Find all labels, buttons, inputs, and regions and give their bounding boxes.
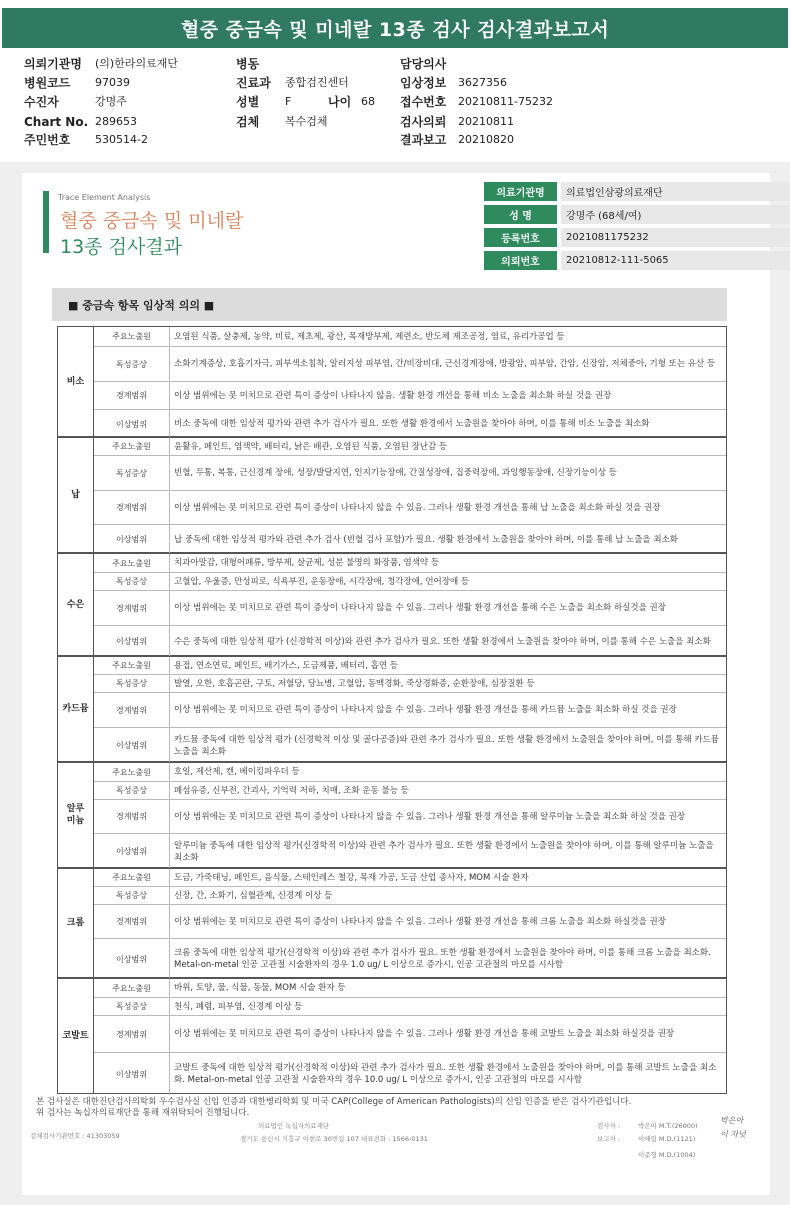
header-value-text: 3627356 (458, 76, 507, 89)
row-text: 발열, 오한, 호흡곤란, 구토, 저혈당, 당뇨병, 고혈압, 동맥경화, 죽상경화증, 순환장애, 심장질환 등 (174, 678, 535, 689)
header-value-text: (의)한라의료재단 (95, 57, 178, 70)
header-label (400, 132, 446, 149)
row-label: 독성증상 (94, 887, 170, 904)
header-value (95, 94, 127, 110)
header-label-text: 병원코드 (24, 76, 71, 90)
row-label: 독성증상 (94, 782, 170, 799)
row-text: 납 중독에 대한 임상적 평가와 관련 추가 검사 (빈혈 검사 포함)가 필요. 생활 환경에서 노출원을 찾아야 하며, 이를 통해 납 노출을 최소화 (174, 534, 678, 545)
element-row (94, 674, 726, 692)
staff-name: 박은아 M.T.(26000) (638, 1122, 698, 1130)
element-row (94, 904, 726, 938)
header-label (236, 94, 259, 111)
header-label (24, 94, 59, 111)
element-row (94, 979, 726, 997)
element-row (94, 997, 726, 1015)
header-label (400, 114, 446, 131)
row-label: 독성증상 (94, 573, 170, 590)
row-text: 호일, 제산제, 캔, 베이킹파우더 등 (174, 767, 300, 777)
row-text: 카드뮴 중독에 대한 임상적 평가 (신경학적 이상 및 골다공증)와 관련 추가 검사가 필요. 또한 생활 환경에서 노출원을 찾아야 하며, 이를 통해 카드뮴 노출을 최소화 (174, 734, 720, 757)
report-title-line2: 13종 검사결과 (60, 236, 182, 258)
header-label (236, 56, 259, 73)
header-value (458, 94, 553, 110)
row-text: 바위, 토양, 물, 식물, 동물, MOM 시술 환자 등 (174, 983, 346, 993)
row-text: 치과아말감, 대형어패류, 방부제, 살균제, 성분 불명의 화장품, 염색약 등 (174, 558, 440, 568)
header-value (95, 132, 148, 148)
footer-notice (36, 1097, 631, 1119)
header-label-text: 담당의사 (400, 57, 447, 71)
lab-org: 의료법인 녹십자의료재단 (258, 1122, 330, 1130)
title-accent-bar (43, 191, 49, 253)
header-label (236, 75, 271, 92)
staff-name: 이애림 M.D.(1121) (638, 1135, 696, 1143)
row-text: 비소 중독에 대한 임상적 평가와 관련 추가 검사가 필요. 또한 생활 환경에서 노출원을 찾아야 하며, 이를 통해 비소 노출을 최소화 (174, 419, 650, 429)
element-row (94, 625, 726, 657)
row-label: 독성증상 (94, 456, 170, 490)
header-label-text: Chart No. (24, 115, 89, 129)
age-value-text: 68 (361, 95, 375, 108)
element-row (94, 554, 726, 572)
row-label: 주요노출원 (94, 438, 170, 455)
header-label-text: 검사의뢰 (400, 115, 447, 129)
element-table (57, 868, 727, 978)
patient-info-label: 등록번호 (484, 228, 557, 247)
report-title: 혈중 중금속 및 미네랄 13종 검사 검사결과보고서 (2, 8, 788, 48)
element-name: 수은 (58, 554, 94, 655)
header-value-text: 20210811-75232 (458, 95, 553, 108)
row-text: 이상 범위에는 못 미치므로 관련 특이 증상이 나타나지 않을 수 있음. 그러나 생활 환경 개선을 통해 코발트 노출을 최소화 하실것을 권장 (174, 1029, 675, 1039)
header-label-text: 접수번호 (400, 95, 447, 109)
element-row (94, 938, 726, 979)
header-label (24, 114, 88, 131)
header-value-text: 강명주 (95, 95, 127, 108)
header-value-text: 530514-2 (95, 133, 148, 146)
row-label: 독성증상 (94, 998, 170, 1015)
row-label: 이상범위 (94, 728, 170, 763)
element-name: 카드뮴 (58, 657, 94, 761)
patient-info-value: 20210812-111-5065 (561, 251, 790, 270)
header-label-text: 수진자 (24, 95, 59, 109)
row-label: 이상범위 (94, 1053, 170, 1095)
element-row (94, 657, 726, 674)
element-row (94, 590, 726, 625)
header-value-text: F (285, 95, 292, 108)
element-row (94, 438, 726, 455)
element-row (94, 886, 726, 904)
row-text: 수은 중독에 대한 임상적 평가 (신경학적 이상)와 관련 추가 검사가 필요. 또한 생활 환경에서 노출원을 찾아야 하며, 이를 통해 수은 노출을 최소화 (174, 636, 711, 647)
element-row (94, 327, 726, 346)
header-label (400, 94, 446, 111)
header-value (458, 114, 514, 130)
subtitle-en: Trace Element Analysis (58, 193, 151, 202)
header-label (24, 56, 82, 73)
row-label: 경계범위 (94, 905, 170, 938)
row-label: 주요노출원 (94, 979, 170, 997)
inst-number: 검체검사기관번호 : 41303059 (30, 1132, 120, 1140)
header-value (95, 75, 130, 91)
patient-info-value: 2021081175232 (561, 228, 790, 247)
row-text: 윤활유, 페인트, 염색약, 배터리, 낡은 배관, 오염된 식품, 오염된 장난감 등 (174, 441, 448, 452)
header-label-text: 병동 (236, 57, 260, 71)
row-text: 빈혈, 두통, 복통, 근신경계 장애, 성장/발달지연, 인지기능장애, 간질성장애, 집중력장애, 과잉행동장애, 신장기능이상 등 (174, 468, 617, 478)
element-table (57, 553, 727, 656)
element-name: 크롬 (58, 869, 94, 977)
header-value (458, 75, 507, 91)
header-label (400, 56, 446, 73)
header-value-text: 종합검진센터 (285, 76, 349, 89)
staff-name: 이준형 M.D.(1004) (638, 1151, 696, 1159)
row-label: 경계범위 (94, 591, 170, 625)
row-text: 용접, 연소연료, 페인트, 배기가스, 도금제품, 배터리, 흡연 등 (174, 660, 398, 671)
element-row (94, 490, 726, 524)
row-text: 알루미늄 중독에 대한 임상적 평가(신경학적 이상)와 관련 추가 검사가 필요. 또한 생활 환경에서 노출원을 찾아야 하며, 이를 통해 알루미늄 노출을 최소화 (174, 840, 714, 863)
header-value-text: 복수검체 (285, 115, 328, 128)
header-label (24, 132, 70, 149)
section-title: ■ 중금속 항목 임상적 의의 ■ (52, 288, 727, 321)
row-label: 이상범위 (94, 410, 170, 438)
age-value (361, 94, 375, 110)
patient-info-label: 성 명 (484, 205, 557, 224)
row-label: 경계범위 (94, 1016, 170, 1052)
row-text: 이상 범위에는 못 미치므로 관련 특이 증상이 나타나지 않을 수 있음. 그러나 생활 환경 개선을 통해 알루미늄 노출을 최소화 하실 것을 권장 (174, 811, 686, 822)
header-value (95, 114, 137, 130)
patient-info-label: 의뢰번호 (484, 251, 557, 270)
row-text: 이상 범위에는 못 미치므로 관련 특이 증상이 나타나지 않을 수 있음. 그러나 생활 환경 개선을 통해 납 노출을 최소화 하실 것을 권장 (174, 502, 661, 513)
age-label (328, 94, 351, 111)
report-title-line1: 혈중 중금속 및 미네랄 (60, 210, 244, 232)
row-text: 소화기계증상, 호흡기자극, 피부색소침착, 알러지성 피부염, 간/비장비대, 근신경계장애, 방광암, 피부암, 간암, 신장암, 저체중아, 기형 또는 유산 등 (174, 359, 716, 369)
staff-role: 검사자 : (597, 1122, 621, 1130)
top-strip (0, 0, 790, 8)
row-label: 경계범위 (94, 491, 170, 524)
element-row (94, 869, 726, 886)
row-label: 이상범위 (94, 525, 170, 554)
row-label: 이상범위 (94, 834, 170, 869)
row-text: 이상 범위에는 못 미치므로 관련 특이 증상이 나타나지 않을 수 있음. 그러나 생활 환경 개선을 통해 크롬 노출을 최소화 하실것을 권장 (174, 916, 666, 927)
age-label-text: 나이 (328, 95, 352, 109)
row-label: 주요노출원 (94, 327, 170, 346)
patient-info-label: 의료기관명 (484, 182, 557, 201)
row-text: 도금, 가죽태닝, 페인트, 음식물, 스테인레스 철강, 목재 가공, 도금 산업 종사자, MOM 시술 환자 (174, 872, 529, 883)
header-label-text: 진료과 (236, 76, 271, 90)
footer-line1: 본 검사실은 대한진단검사의학회 우수검사실 신임 인증과 대한병리학회 및 미국 CAP(College of American Pathologists)의 신임 인증을 받은 검사기관입니다. (36, 1097, 632, 1107)
signature-mark: 박은아 이 자넛 (720, 1116, 746, 1139)
element-table (57, 437, 727, 553)
row-label: 주요노출원 (94, 657, 170, 674)
row-label: 경계범위 (94, 693, 170, 727)
header-value (95, 56, 178, 72)
header-value-text: 289653 (95, 115, 137, 128)
header-value-text: 97039 (95, 76, 130, 89)
element-row (94, 1015, 726, 1052)
row-text: 오염된 식품, 살충제, 농약, 비료, 제초제, 광산, 목재방부제, 제련소, 반도체 제조공정, 염료, 유리가공업 등 (174, 331, 565, 342)
lab-address: 경기도 용인시 기흥구 이현로 30번길 107 대표전화 : 1566-0131 (240, 1135, 428, 1143)
row-label: 주요노출원 (94, 869, 170, 886)
header-label (24, 75, 70, 92)
row-label: 경계범위 (94, 800, 170, 833)
header-value (285, 94, 291, 110)
row-text: 크롬 중독에 대한 임상적 평가(신경학적 이상)와 관련 추가 검사가 필요. 또한 생활 환경에서 노출원을 찾아야 하며, 이를 통해 크롬 노출을 최소화. Metal-on-metal 인공 고관절 시술환자의 경우 1.0 ug/ L 이상으로 증가시, 인공 고관절의 마모를 시사함 (174, 948, 711, 970)
element-row (94, 455, 726, 490)
element-table (57, 656, 727, 762)
element-row (94, 781, 726, 799)
row-text: 이상 범위에는 못 미치므로 관련 특이 증상이 나타나지 않음. 생활 환경 개선을 통해 비소 노출을 최소화 하실 것을 권장 (174, 390, 612, 401)
element-name: 납 (58, 438, 94, 552)
element-table (57, 762, 727, 868)
row-label: 이상범위 (94, 626, 170, 657)
header-label-text: 임상정보 (400, 76, 447, 90)
patient-info-value: 의료법인삼광의료재단 (561, 182, 790, 201)
row-text: 폐섬유증, 신부전, 간괴사, 기억력 저하, 치매, 조화 운동 불능 등 (174, 785, 409, 796)
row-text: 코발트 중독에 대한 임상적 평가(신경학적 이상)와 관련 추가 검사가 필요. 또한 생활 환경에서 노출원을 찾아야 하며, 이를 통해 코발트 노출을 최소화. Metal-on-metal 인공 고관절 시술환자의 경우 10.0 ug/ L 이상으로 증가시, 인공 고관절의 마모를 시사함 (174, 1063, 717, 1085)
element-row (94, 572, 726, 590)
patient-info-value: 강명주 (68세/여) (561, 205, 790, 224)
header-label-text: 결과보고 (400, 133, 447, 147)
element-row (94, 524, 726, 554)
header-label-text: 성별 (236, 95, 260, 109)
row-label: 주요노출원 (94, 763, 170, 781)
header-label (236, 114, 259, 131)
header-label-text: 의뢰기관명 (24, 57, 82, 71)
element-name: 알루 미늄 (58, 763, 94, 867)
footer-line2: 위 검사는 녹십자의료재단을 통해 재위탁되어 진행됩니다. (36, 1108, 250, 1118)
element-row (94, 346, 726, 381)
row-text: 천식, 폐렴, 피부염, 신경계 이상 등 (174, 1001, 303, 1012)
header-value (285, 114, 328, 130)
element-row (94, 409, 726, 438)
element-name: 비소 (58, 327, 94, 436)
row-label: 독성증상 (94, 675, 170, 692)
element-table (57, 978, 727, 1094)
header-value (285, 75, 349, 91)
header-label-text: 검체 (236, 115, 260, 129)
element-row (94, 692, 726, 727)
element-row (94, 799, 726, 833)
header-value-text: 20210811 (458, 115, 514, 128)
header-label (400, 75, 446, 92)
row-label: 독성증상 (94, 347, 170, 381)
header-label-text: 주민번호 (24, 133, 71, 147)
row-text: 이상 범위에는 못 미치므로 관련 특이 증상이 나타나지 않을 수 있음. 그러나 생활 환경 개선을 통해 카드뮴 노출을 최소화 하실 것을 권장 (174, 705, 677, 715)
row-text: 이상 범위에는 못 미치므로 관련 특이 증상이 나타나지 않을 수 있음. 그러나 생활 환경 개선을 통해 수은 노출을 최소화 하실것을 권장 (174, 603, 666, 613)
element-table (57, 326, 727, 437)
row-text: 고혈압, 우울증, 만성피로, 식욕부진, 운동장애, 시각장애, 청각장애, 언어장애 등 (174, 576, 470, 587)
element-row (94, 833, 726, 869)
element-row (94, 763, 726, 781)
element-row (94, 1052, 726, 1095)
staff-role: 보고자 : (597, 1135, 621, 1143)
element-name: 코발트 (58, 979, 94, 1093)
element-row (94, 727, 726, 763)
row-label: 이상범위 (94, 939, 170, 979)
row-label: 주요노출원 (94, 554, 170, 572)
header-value (458, 132, 514, 148)
row-label: 경계범위 (94, 382, 170, 409)
row-text: 신장, 간, 소화기, 심혈관계, 신경계 이상 등 (174, 890, 333, 901)
element-row (94, 381, 726, 409)
header-value-text: 20210820 (458, 133, 514, 146)
